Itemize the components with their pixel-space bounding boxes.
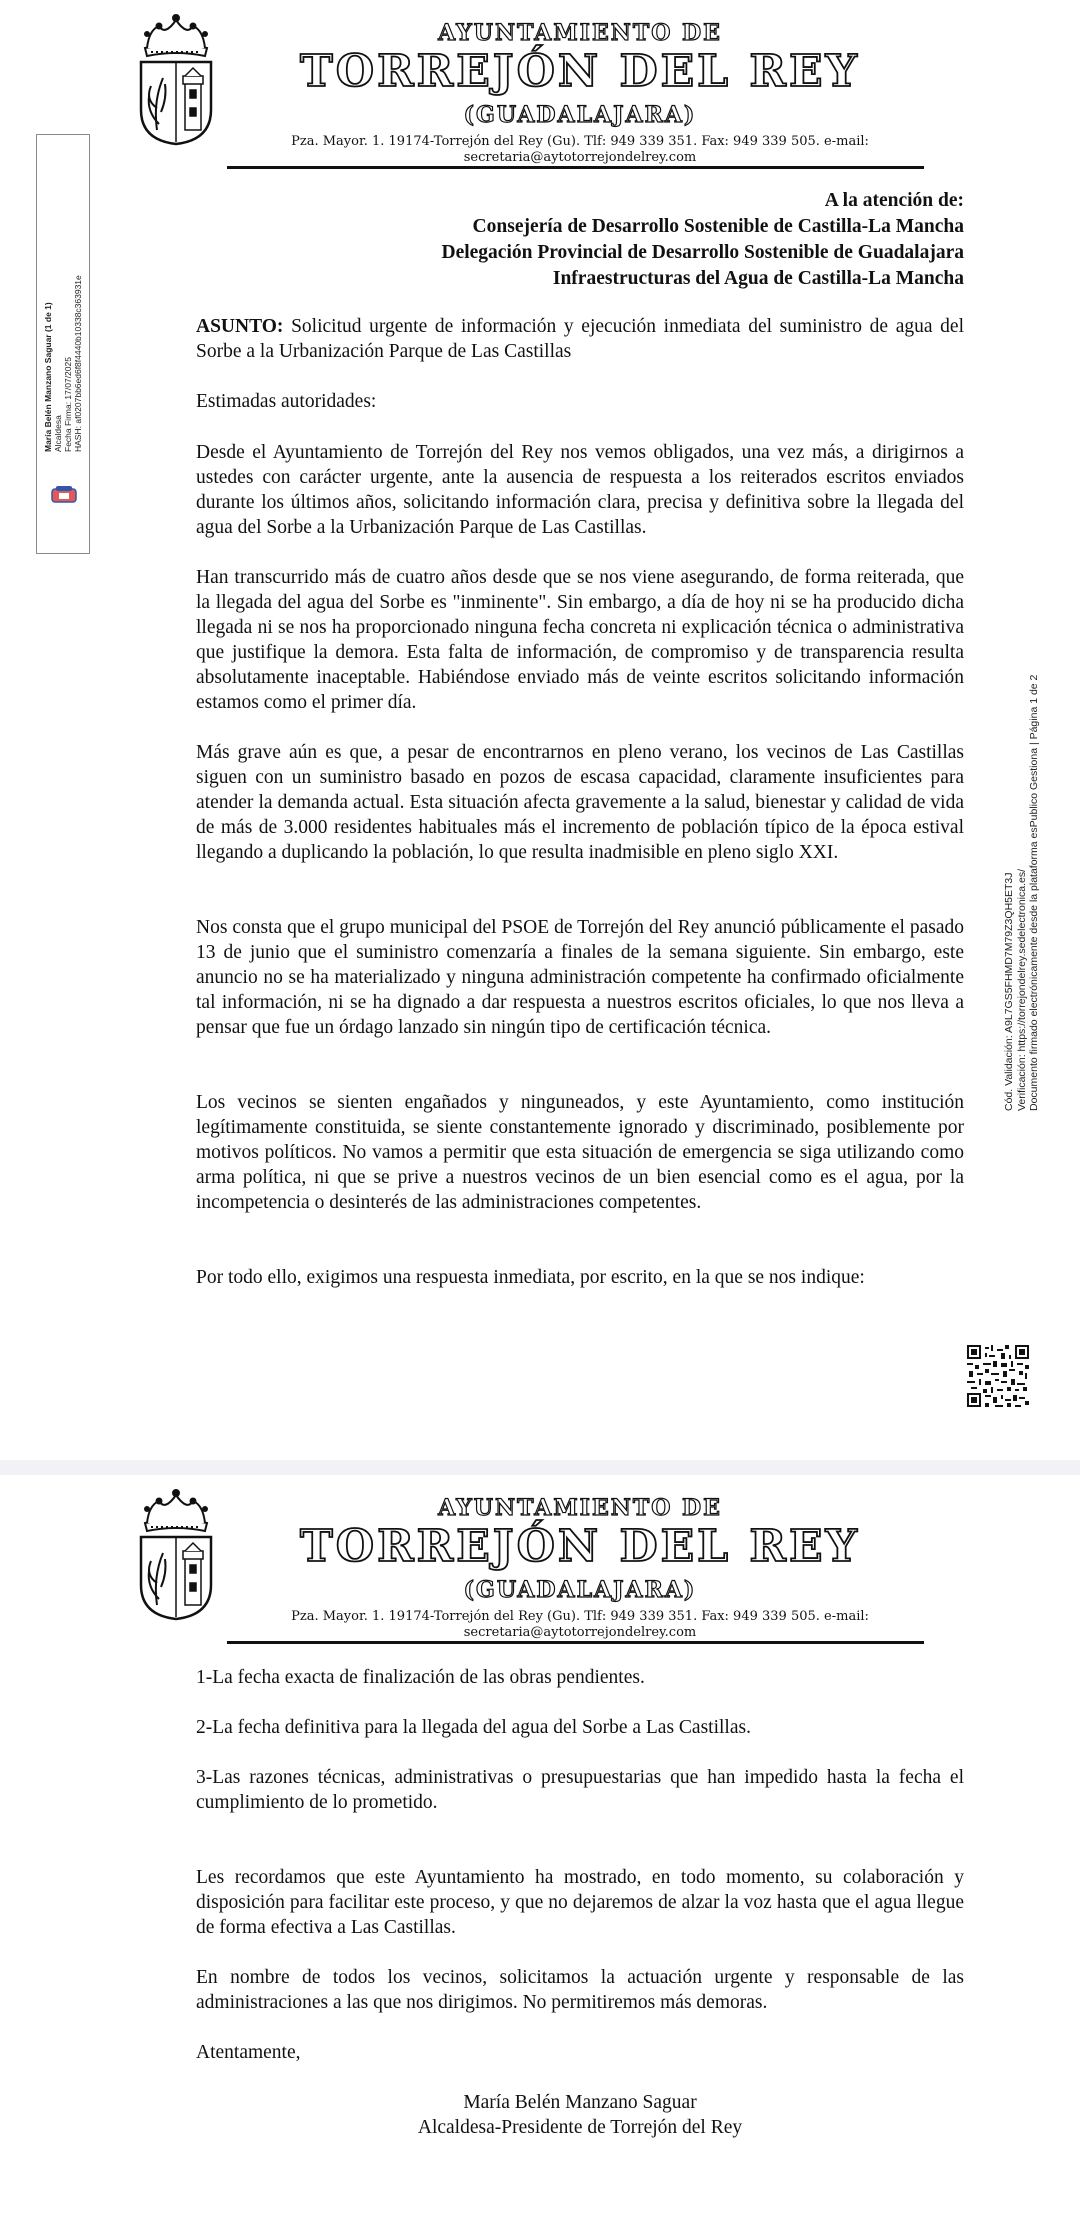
signed-platform-note: Documento firmado electrónicamente desde la plataforma esPublico Gestiona | Página 1 de 2 [1028, 674, 1040, 1111]
farewell: Atentamente, [196, 2042, 301, 2063]
body-paragraph: Más grave aún es que, a pesar de encontrarnos en pleno verano, los vecinos de Las Castillas siguen con un suministro basado en pozos de escasa capacidad, claramente insuficientes para atender la demanda actual. Esta situación afecta gravemente a la salud, bienestar y calidad de vida de más de 3.000 residentes habituales más el incremento de población típico de la época estival llegando a duplicando la población, lo que resulta inadmisible en pleno siglo XXI. [196, 742, 964, 863]
body-paragraph: Les recordamos que este Ayuntamiento ha mostrado, en todo momento, su colaboración y disposición para facilitar este proceso, y que no dejaremos de alzar la voz hasta que el agua llegue de forma efectiva a Las Castillas. [196, 1867, 964, 1938]
body-paragraph: Los vecinos se sienten engañados y ninguneados, y este Ayuntamiento, como institución legítimamente constituida, se siente constantemente ignorado y discriminado, posiblemente por motivos políticos. No vamos a permitir que esta situación de emergencia se siga utilizando como arma política, ni que se prive a nuestros vecinos de un bien esencial como es el agua, por la incompetencia o desinterés de las administraciones competentes. [196, 1092, 964, 1213]
letterhead-town-name: TORREJÓN DEL REY [300, 46, 860, 97]
town-crest-icon [135, 12, 217, 146]
letterhead-line-1: AYUNTAMIENTO DE [438, 1495, 722, 1521]
subject-paragraph [196, 314, 964, 364]
greeting: Estimadas autoridades: [196, 391, 377, 412]
attention-block [196, 188, 964, 292]
verification-text [1003, 675, 1041, 1111]
body-paragraph: Desde el Ayuntamiento de Torrejón del Rey nos vemos obligados, una vez más, a dirigirnos a ustedes con carácter urgente, ante la ausencia de respuesta a los reiterados escritos enviados durante los últimos años, solicitando información clara, precisa y definitiva sobre la llegada del agua del Sorbe a la Urbanización Parque de Las Castillas. [196, 442, 964, 538]
letterhead-address-line-2: secretaria@aytotorrejondelrey.com [463, 150, 697, 165]
letterhead-address-line-2: secretaria@aytotorrejondelrey.com [463, 1625, 697, 1640]
signature-date: Fecha Firma: 17/07/2025 [63, 357, 73, 453]
request-item: 1-La fecha exacta de finalización de las obras pendientes. [196, 1667, 645, 1688]
body-paragraph: En nombre de todos los vecinos, solicitamos la actuación urgente y responsable de las administraciones a las que nos dirigimos. No permitiremos más demoras. [196, 1967, 964, 2013]
page-2 [0, 1475, 1080, 2228]
body-paragraph: Nos consta que el grupo municipal del PSOE de Torrejón del Rey anunció públicamente el pasado 13 de junio que el suministro comenzaría a finales de la semana siguiente. Sin embargo, este anuncio no se ha materializado y ninguna administración competente ha confirmado oficialmente tal información, ni se ha dignado a dar respuesta a nuestros escritos oficiales, lo que nos lleva a pensar que fue un órdago lanzado sin ningún tipo de certificación técnica. [196, 917, 964, 1038]
signature-hash: HASH: af0207bb6ed6f8f4440b10338c363931e [73, 275, 83, 453]
signature-signer: María Belén Manzano Saguar (1 de 1) [43, 302, 53, 453]
letterhead-province: (GUADALAJARA) [463, 1577, 697, 1603]
recipient: Delegación Provincial de Desarrollo Sostenible de Guadalajara [441, 242, 964, 263]
letterhead-address-line-1: Pza. Mayor. 1. 19174-Torrejón del Rey (Gu). Tlf: 949 339 351. Fax: 949 339 505. e-mail: [291, 134, 869, 149]
letterhead-province: (GUADALAJARA) [463, 102, 697, 128]
request-item: 3-Las razones técnicas, administrativas o presupuestarias que han impedido hasta la fecha el cumplimiento de lo prometido. [196, 1767, 964, 1813]
signature-text [43, 252, 83, 452]
signer-name: María Belén Manzano Saguar [463, 2092, 697, 2113]
letterhead-rule [227, 166, 924, 169]
letterhead-address-line-1: Pza. Mayor. 1. 19174-Torrejón del Rey (Gu). Tlf: 949 339 351. Fax: 949 339 505. e-mail: [291, 1609, 869, 1624]
verification-url: Verificación: https://torrejondelrey.sedelectronica.es/ [1015, 868, 1028, 1111]
recipient: Consejería de Desarrollo Sostenible de Castilla-La Mancha [472, 216, 964, 237]
signature-role: Alcaldesa [53, 415, 63, 453]
municipal-seal-icon [50, 485, 78, 505]
qr-code-icon [967, 1345, 1029, 1407]
subject-text: Solicitud urgente de información y ejecución inmediata del suministro de agua del Sorbe a la Urbanización Parque de Las Castillas [196, 316, 964, 362]
letterhead-line-1: AYUNTAMIENTO DE [438, 20, 722, 46]
validation-code: Cód. Validación: A9L7GS5FHMD7M79Z3QH5ET3J [1003, 872, 1015, 1111]
signer-title: Alcaldesa-Presidente de Torrejón del Rey [417, 2117, 743, 2138]
subject-label: ASUNTO: [196, 316, 284, 337]
letterhead-town-name: TORREJÓN DEL REY [300, 1521, 860, 1572]
town-crest-icon [135, 1487, 217, 1621]
electronic-signature-box [36, 134, 90, 554]
letterhead-rule [227, 1641, 924, 1644]
body-paragraph: Han transcurrido más de cuatro años desde que se nos viene asegurando, de forma reiterada, que la llegada del agua del Sorbe es "inminente". Sin embargo, a día de hoy ni se ha producido dicha llegada ni se nos ha proporcionado ninguna fecha concreta ni explicación técnica o administrativa que justifique la demora. Esta falta de información, de compromiso y de transparencia resulta absolutamente inaceptable. Habiéndose enviado más de veinte escritos solicitando información estamos como el primer día. [196, 567, 964, 713]
letterhead [0, 0, 1080, 170]
attention-header: A la atención de: [824, 190, 964, 211]
recipient: Infraestructuras del Agua de Castilla-La Mancha [552, 268, 964, 289]
letterhead [0, 1475, 1080, 1645]
request-item: 2-La fecha definitiva para la llegada del agua del Sorbe a Las Castillas. [196, 1717, 751, 1738]
closing-line: Por todo ello, exigimos una respuesta inmediata, por escrito, en la que se nos indique: [196, 1267, 865, 1288]
